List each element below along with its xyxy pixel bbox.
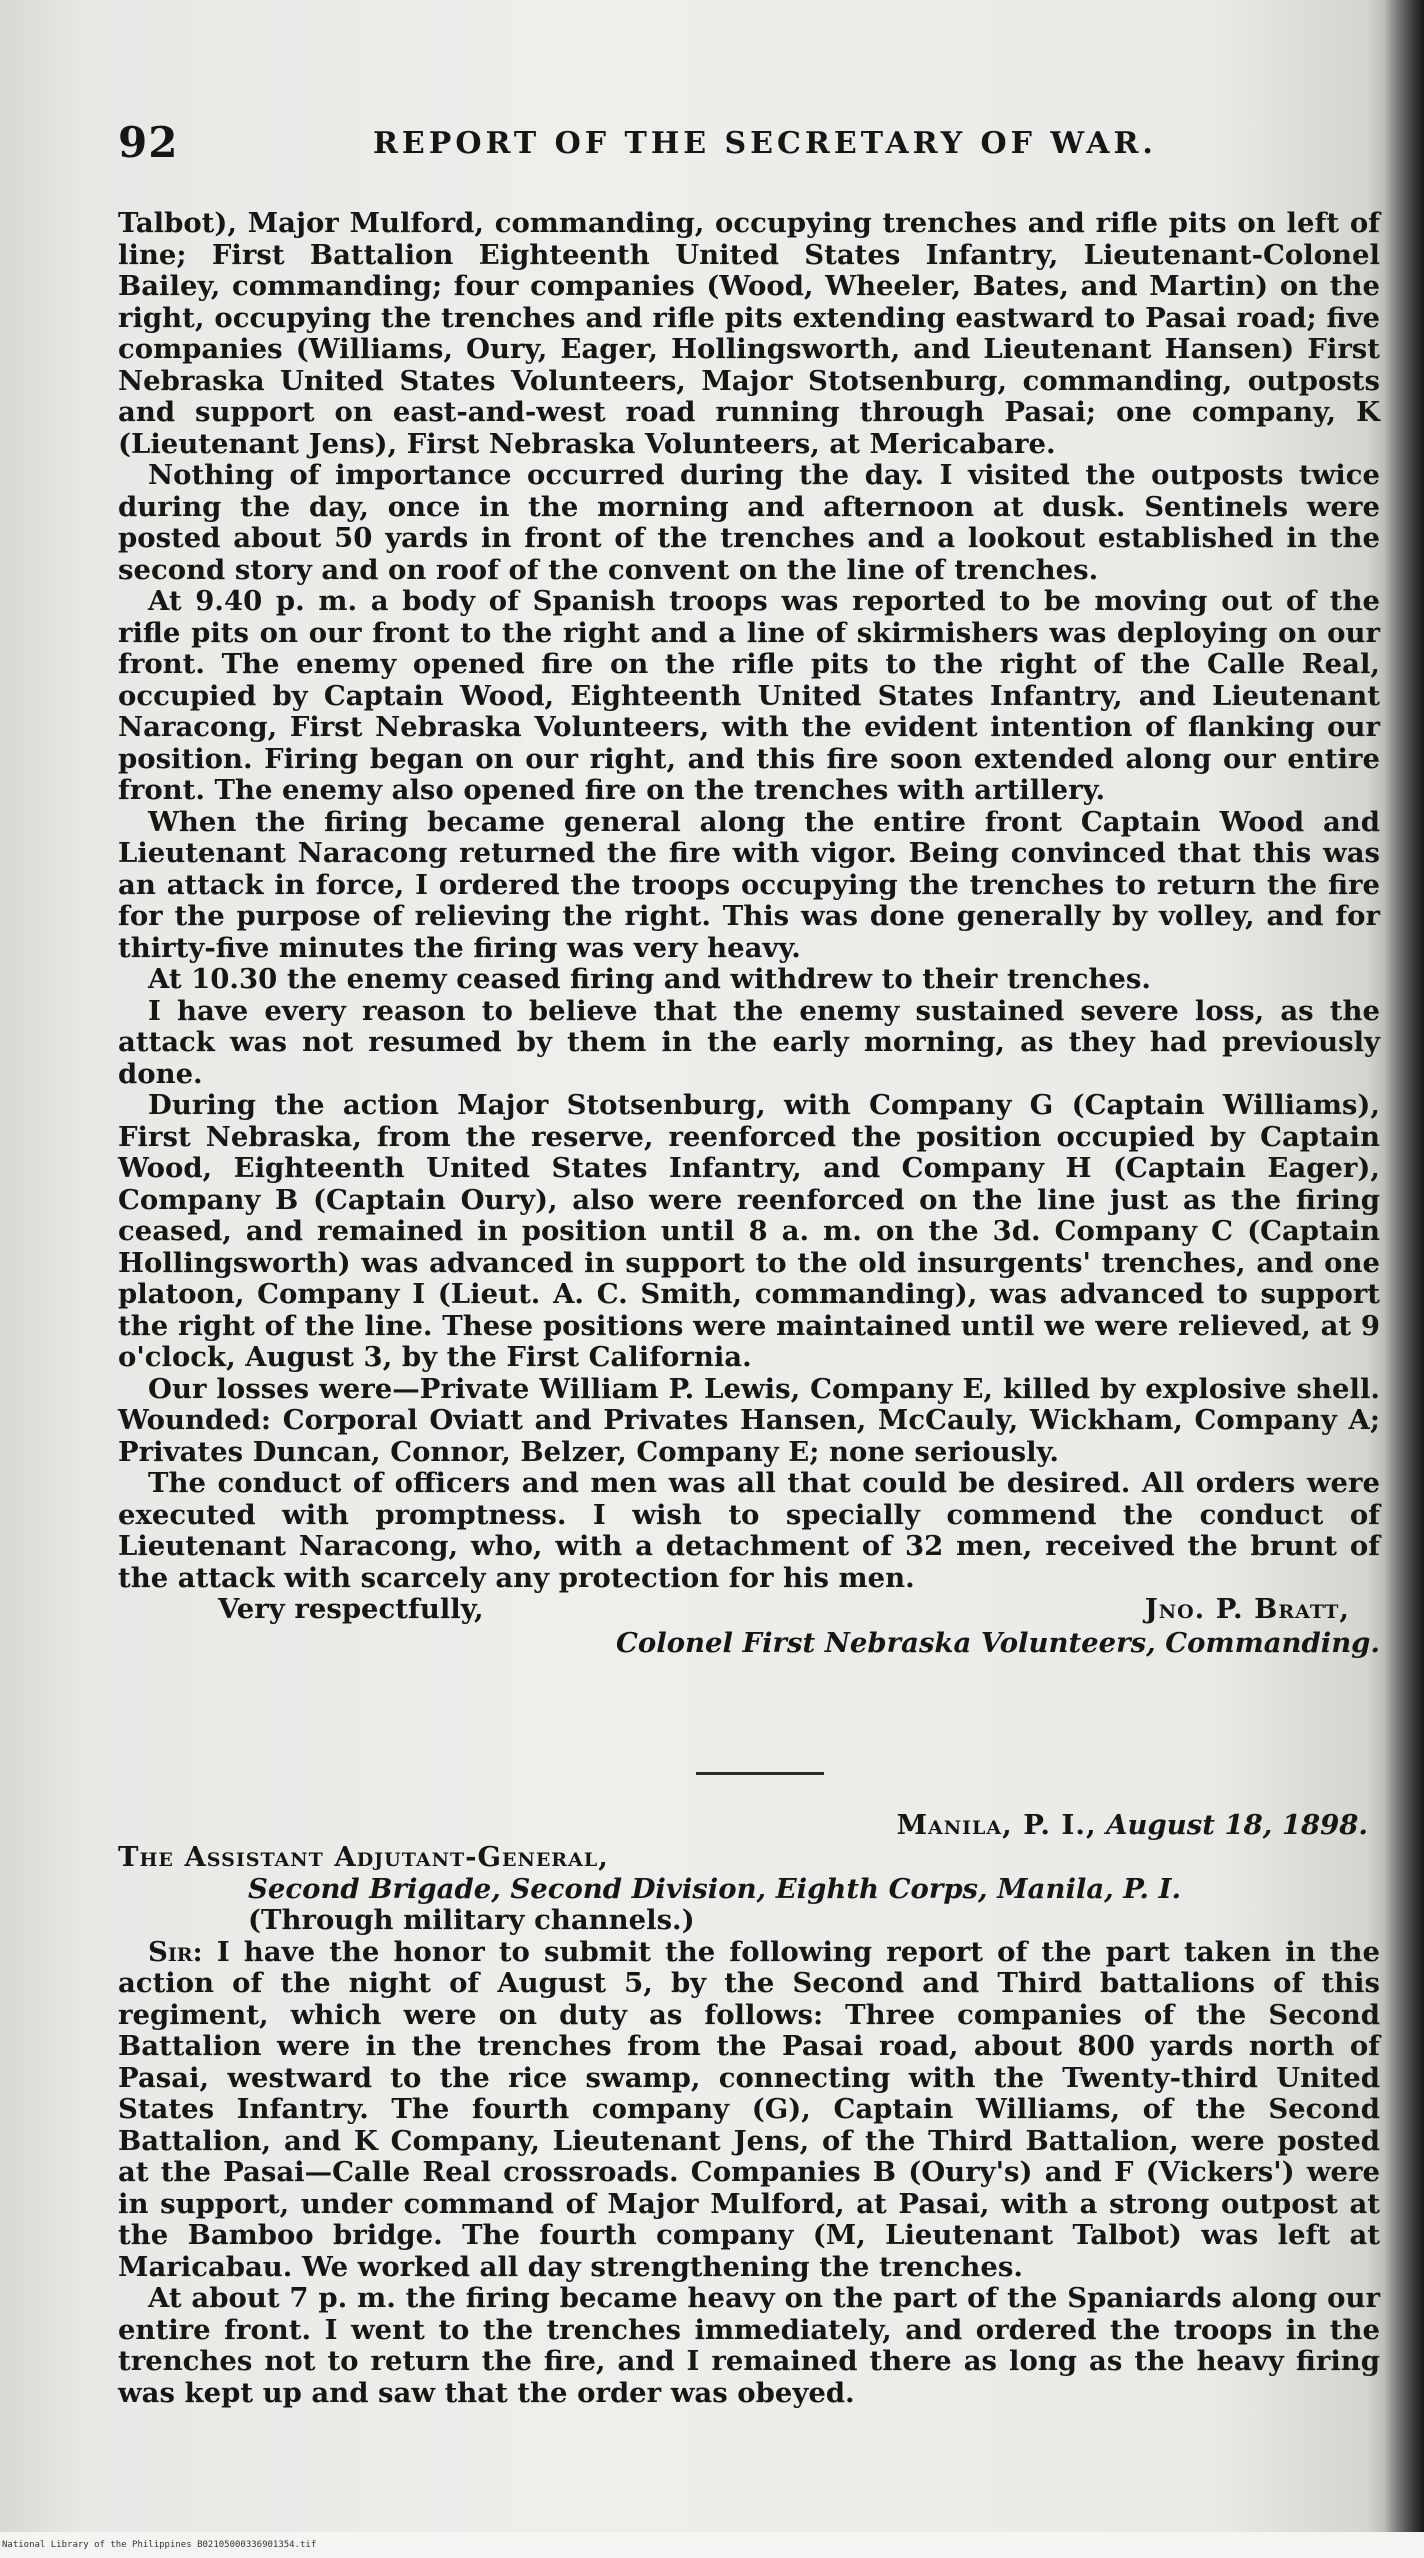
- running-head: REPORT OF THE SECRETARY OF WAR.: [373, 126, 1157, 161]
- report-paragraph: During the action Major Stotsenburg, with Company G (Captain Williams), First Nebraska, from the reserve, reenforced the position occupied by Captain Wood, Eighteenth United States Infantry, and Company H (Captain Eager), Company B (Captain Oury), also were reenforced on the line just as the firing ceased, and remained in position until 8 a. m. on the 3d. Company C (Captain Hollingsworth) was advanced in support to the old insurgents' trenches, and one platoon, Company I (Lieut. A. C. Smith, commanding), was advanced to support the right of the line. These positions were maintained until we were relieved, at 9 o'clock, August 3, by the First California.: [118, 1089, 1380, 1373]
- report-paragraph: Our losses were—Private William P. Lewis, Company E, killed by explosive shell. Wounded: Corporal Oviatt and Privates Hansen, McCauly, Wickham, Company A; Privates Duncan, Connor, Belzer, Company E; none seriously.: [118, 1372, 1380, 1468]
- scan-footer: [0, 2532, 1424, 2558]
- report-bratt: [118, 208, 1380, 1664]
- report-paragraph: At about 7 p. m. the firing became heavy on the part of the Spaniards along our entire front. I went to the trenches immediately, and ordered the troops in the trenches not to return the fire, and I remained there as long as the heavy firing was kept up and saw that the order was obeyed.: [118, 2282, 1380, 2409]
- report-paragraph: At 10.30 the enemy ceased firing and withdrew to their trenches.: [148, 963, 1151, 995]
- dateline-place: Manila, P. I.,: [896, 1809, 1097, 1841]
- report-paragraph: [118, 1937, 1380, 2284]
- report-paragraph: Nothing of importance occurred during the day. I visited the outposts twice during the day, once in the morning and afternoon at dusk. Sentinels were posted about 50 yards in front of the trenches and a lookout established in the second story and on roof of the convent on the line of trenches.: [118, 459, 1380, 586]
- addressee-channel: (Through military channels.): [248, 1904, 695, 1936]
- report-manila: [118, 1808, 1380, 2409]
- report-paragraph: The conduct of officers and men was all that could be desired. All orders were executed with promptness. I wish to specially commend the conduct of Lieutenant Naracong, who, with a detachment of 32 men, received the brunt of the attack with scarcely any protection for his men.: [118, 1467, 1380, 1594]
- scan-label: National Library of the Philippines B02105000336901354.tif: [2, 2540, 317, 2550]
- page-binding-shadow: [1384, 0, 1424, 2558]
- report-paragraph: I have every reason to believe that the enemy sustained severe loss, as the attack was not resumed by them in the early morning, as they had previously done.: [118, 994, 1380, 1090]
- salutation: Sir:: [148, 1935, 203, 1968]
- section-divider: [696, 1772, 824, 1775]
- dateline: [118, 1808, 1368, 1842]
- report-paragraph-text: I have the honor to submit the following report of the part taken in the action of the night of August 5, by the Second and Third battalions of this regiment, which were on duty as follows: Three companies of the Second Battalion were in the trenches from the Pasai road, about 800 yards north of Pasai, westward to the rice swamp, connecting with the Twenty-third United States Infantry. The fourth company (G), Captain Williams, of the Second Battalion, and K Company, Lieutenant Jens, of the Third Battalion, were posted at the Pasai—Calle Real crossroads. Companies B (Oury's) and F (Vickers') were in support, under command of Major Mulford, at Pasai, with a strong outpost at the Bamboo bridge. The fourth company (M, Lieutenant Talbot) was left at Maricabau. We worked all day strengthening the trenches.: [118, 1935, 1380, 2283]
- report-paragraph: At 9.40 p. m. a body of Spanish troops was reported to be moving out of the rifle pits on our front to the right and a line of skirmishers was deploying on our front. The enemy opened fire on the rifle pits to the right of the Calle Real, occupied by Captain Wood, Eighteenth United States Infantry, and Lieutenant Naracong, First Nebraska Volunteers, with the evident intention of flanking our position. Firing began on our right, and this fire soon extended along our entire front. The enemy also opened fire on the trenches with artillery.: [118, 585, 1380, 806]
- dateline-date: August 18, 1898.: [1106, 1809, 1368, 1841]
- report-paragraph: Talbot), Major Mulford, commanding, occupying trenches and rifle pits on left of line; First Battalion Eighteenth United States Infantry, Lieutenant-Colonel Bailey, commanding; four companies (Wood, Wheeler, Bates, and Martin) on the right, occupying the trenches and rifle pits extending eastward to Pasai road; five companies (Williams, Oury, Eager, Hollingsworth, and Lieutenant Hansen) First Nebraska United States Volunteers, Major Stotsenburg, commanding, outposts and support on east-and-west road running through Pasai; one company, K (Lieutenant Jens), First Nebraska Volunteers, at Mericabare.: [118, 207, 1380, 460]
- signature-block: [118, 1594, 1380, 1664]
- addressee-unit: Second Brigade, Second Division, Eighth Corps, Manila, P. I.: [248, 1872, 1182, 1905]
- addressee: The Assistant Adjutant-General,: [118, 1841, 609, 1873]
- signer-title: Colonel First Nebraska Volunteers, Commanding.: [616, 1627, 1380, 1659]
- page-number: 92: [118, 118, 179, 167]
- closing-line: Very respectfully,: [218, 1593, 484, 1625]
- page-header: [118, 118, 1380, 178]
- report-paragraph: When the firing became general along the entire front Captain Wood and Lieutenant Naracong returned the fire with vigor. Being convinced that this was an attack in force, I ordered the troops occupying the trenches to return the fire for the purpose of relieving the right. This was done generally by volley, and for thirty-five minutes the firing was very heavy.: [118, 805, 1380, 964]
- signer-name: Jno. P. Bratt,: [1144, 1593, 1350, 1625]
